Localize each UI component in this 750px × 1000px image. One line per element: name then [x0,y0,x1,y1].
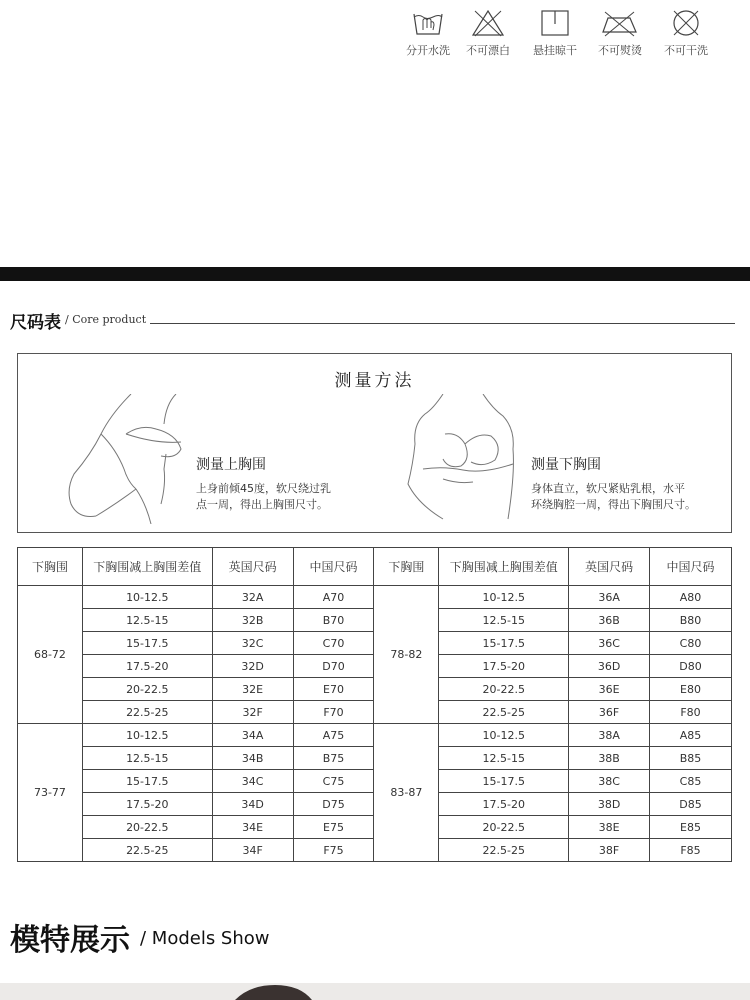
cn-size-cell: C75 [293,770,374,793]
care-label: 分开水洗 [406,44,450,57]
uk-size-cell: 36D [569,655,650,678]
table-row [18,586,732,609]
uk-size-cell: 34B [212,747,293,770]
column-header: 中国尺码 [650,548,732,586]
models-subtitle: / Models Show [140,928,270,949]
difference-cell: 15-17.5 [82,770,212,793]
uk-size-cell: 32E [212,678,293,701]
uk-size-cell: 34C [212,770,293,793]
care-instructions [398,8,718,64]
model-photo [0,983,750,1000]
difference-cell: 15-17.5 [439,632,569,655]
difference-cell: 10-12.5 [439,724,569,747]
underbust-range-cell: 78-82 [374,586,439,724]
table-row [18,724,732,747]
care-label: 不可漂白 [466,44,510,57]
uk-size-cell: 38E [569,816,650,839]
cn-size-cell: A70 [293,586,374,609]
uk-size-cell: 38A [569,724,650,747]
uk-size-cell: 36C [569,632,650,655]
underbust-range-cell: 83-87 [374,724,439,862]
cn-size-cell: B80 [650,609,732,632]
no-iron-icon [600,8,640,38]
difference-cell: 22.5-25 [439,701,569,724]
uk-size-cell: 38D [569,793,650,816]
column-header: 下胸围 [18,548,83,586]
difference-cell: 12.5-15 [82,609,212,632]
under-bust-heading: 测量下胸围 [531,457,601,473]
cn-size-cell: D75 [293,793,374,816]
difference-cell: 22.5-25 [82,701,212,724]
column-header: 中国尺码 [293,548,374,586]
uk-size-cell: 32C [212,632,293,655]
care-label: 悬挂晾干 [533,44,577,57]
cn-size-cell: B70 [293,609,374,632]
uk-size-cell: 36E [569,678,650,701]
uk-size-cell: 34D [212,793,293,816]
uk-size-cell: 36F [569,701,650,724]
difference-cell: 17.5-20 [82,655,212,678]
cn-size-cell: B85 [650,747,732,770]
hand-wash-icon [411,8,445,38]
upper-bust-desc-line2: 点一周，得出上胸围尺寸。 [196,498,328,511]
table-body [18,586,732,862]
difference-cell: 17.5-20 [82,793,212,816]
care-item [590,8,650,58]
models-title: 模特展示 [10,923,130,958]
cn-size-cell: F75 [293,839,374,862]
difference-cell: 20-22.5 [439,678,569,701]
difference-cell: 17.5-20 [439,655,569,678]
care-item [398,8,458,58]
difference-cell: 10-12.5 [82,724,212,747]
difference-cell: 20-22.5 [82,678,212,701]
model-hair-silhouette [0,983,750,1000]
uk-size-cell: 36A [569,586,650,609]
uk-size-cell: 36B [569,609,650,632]
cn-size-cell: E85 [650,816,732,839]
uk-size-cell: 32B [212,609,293,632]
uk-size-cell: 38B [569,747,650,770]
no-dry-clean-icon [669,8,703,38]
uk-size-cell: 32F [212,701,293,724]
underbust-range-cell: 73-77 [18,724,83,862]
column-header: 下胸围减上胸围差值 [439,548,569,586]
column-header: 下胸围减上胸围差值 [82,548,212,586]
cn-size-cell: D85 [650,793,732,816]
upper-bust-heading: 测量上胸围 [196,457,266,473]
cn-size-cell: D70 [293,655,374,678]
decorative-arc [30,0,350,4]
cn-size-cell: F85 [650,839,732,862]
under-bust-figure-illustration [403,394,523,524]
upper-bust-desc-line1: 上身前倾45度，软尺绕过乳 [196,482,331,495]
hang-dry-icon [538,8,572,38]
size-chart-table [17,547,732,862]
section-divider-bar [0,267,750,281]
care-item [656,8,716,58]
method-title: 测量方法 [334,371,415,391]
cn-size-cell: A85 [650,724,732,747]
difference-cell: 15-17.5 [439,770,569,793]
cn-size-cell: C80 [650,632,732,655]
difference-cell: 20-22.5 [439,816,569,839]
difference-cell: 17.5-20 [439,793,569,816]
cn-size-cell: A75 [293,724,374,747]
table-header-row [18,548,732,586]
uk-size-cell: 34A [212,724,293,747]
under-bust-desc-line1: 身体直立，软尺紧贴乳根，水平 [531,482,685,495]
cn-size-cell: A80 [650,586,732,609]
difference-cell: 20-22.5 [82,816,212,839]
difference-cell: 15-17.5 [82,632,212,655]
cn-size-cell: F80 [650,701,732,724]
difference-cell: 10-12.5 [82,586,212,609]
care-label: 不可干洗 [664,44,708,57]
uk-size-cell: 38F [569,839,650,862]
no-bleach-icon [471,8,505,38]
difference-cell: 12.5-15 [439,609,569,632]
care-item [458,8,518,58]
measurement-method-panel [17,353,732,533]
cn-size-cell: E75 [293,816,374,839]
cn-size-cell: E80 [650,678,732,701]
heading-rule [150,323,735,324]
uk-size-cell: 34E [212,816,293,839]
size-chart-heading [10,308,735,332]
underbust-range-cell: 68-72 [18,586,83,724]
care-label: 不可熨烫 [598,44,642,57]
cn-size-cell: B75 [293,747,374,770]
difference-cell: 12.5-15 [82,747,212,770]
difference-cell: 10-12.5 [439,586,569,609]
uk-size-cell: 34F [212,839,293,862]
column-header: 英国尺码 [569,548,650,586]
size-chart-subtitle: / Core product [65,313,147,326]
cn-size-cell: D80 [650,655,732,678]
difference-cell: 22.5-25 [439,839,569,862]
uk-size-cell: 32D [212,655,293,678]
care-item [525,8,585,58]
uk-size-cell: 38C [569,770,650,793]
column-header: 下胸围 [374,548,439,586]
cn-size-cell: C85 [650,770,732,793]
uk-size-cell: 32A [212,586,293,609]
difference-cell: 22.5-25 [82,839,212,862]
difference-cell: 12.5-15 [439,747,569,770]
under-bust-desc-line2: 环绕胸腔一周，得出下胸围尺寸。 [531,498,696,511]
cn-size-cell: E70 [293,678,374,701]
cn-size-cell: C70 [293,632,374,655]
column-header: 英国尺码 [212,548,293,586]
size-chart-title: 尺码表 [10,313,61,333]
upper-bust-figure-illustration [66,394,186,524]
cn-size-cell: F70 [293,701,374,724]
